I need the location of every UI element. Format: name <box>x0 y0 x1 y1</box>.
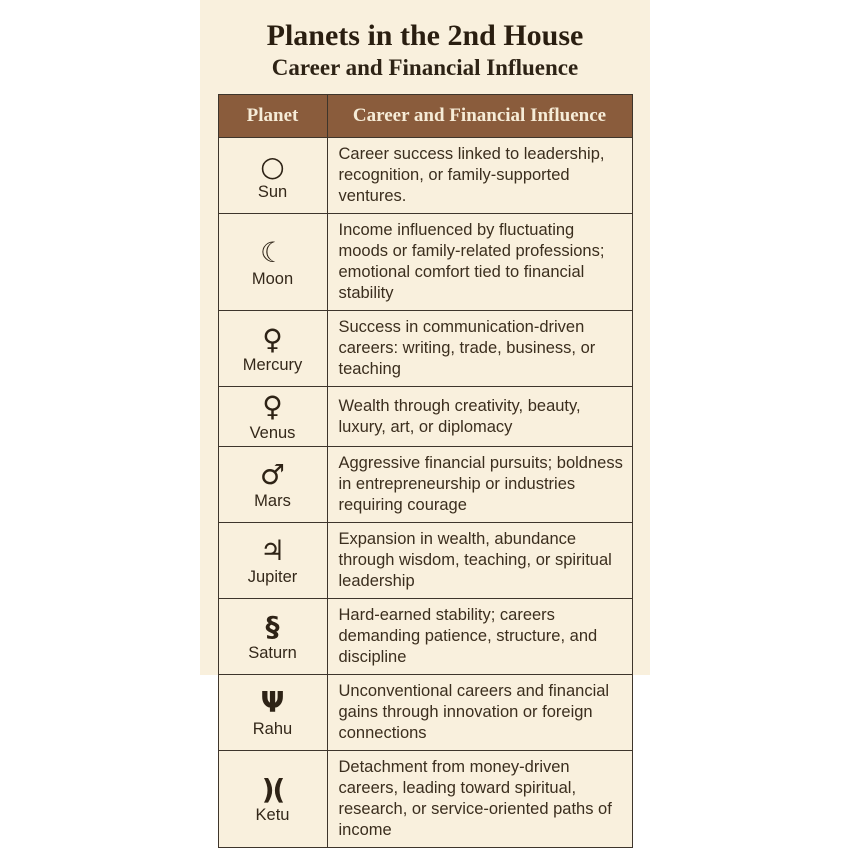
planet-description: Detachment from money-driven careers, leading toward spiritual, research, or service-oriented paths of income <box>327 750 632 847</box>
saturn-symbol-icon: § <box>265 610 280 644</box>
rahu-symbol-icon: Ψ <box>260 686 285 720</box>
planet-description: Income influenced by fluctuating moods or family-related professions; emotional comfort tied to financial stability <box>327 214 632 311</box>
table-row-venus <box>218 387 632 447</box>
venus-symbol-icon: ♀ <box>262 390 283 424</box>
planet-description: Hard-earned stability; careers demanding patience, structure, and discipline <box>327 598 632 674</box>
page-subtitle: Career and Financial Influence <box>271 55 579 80</box>
table-row-mercury <box>218 311 632 387</box>
mercury-symbol-icon: ♀ <box>262 322 283 356</box>
planets-table <box>218 94 633 848</box>
planet-name: Ketu <box>255 806 290 825</box>
table-row-jupiter <box>218 522 632 598</box>
planet-name: Mercury <box>242 356 303 375</box>
page-title: Planets in the 2nd House <box>266 19 584 52</box>
planet-description: Unconventional careers and financial gains through innovation or foreign connections <box>327 674 632 750</box>
planet-name: Rahu <box>252 719 293 738</box>
header-cell-planet: Planet <box>218 95 327 138</box>
header-cell-influence: Career and Financial Influence <box>327 95 632 138</box>
planet-description: Aggressive financial pursuits; boldness in entrepreneurship or industries requiring courage <box>327 446 632 522</box>
mars-symbol-icon: ♂ <box>259 458 286 492</box>
planet-name: Jupiter <box>247 567 298 586</box>
planet-name: Saturn <box>248 643 297 662</box>
planet-name: Mars <box>254 491 291 510</box>
table-row-rahu <box>218 674 632 750</box>
table-row-saturn <box>218 598 632 674</box>
planet-name: Venus <box>249 423 296 442</box>
planet-description: Success in communication-driven careers: writing, trade, business, or teaching <box>327 311 632 387</box>
planet-name: Sun <box>257 183 288 202</box>
jupiter-symbol-icon: ♃ <box>259 534 286 568</box>
table-row-mars <box>218 446 632 522</box>
table-row-ketu <box>218 750 632 847</box>
planet-name: Moon <box>251 269 294 288</box>
ketu-symbol-icon: )( <box>261 772 284 806</box>
table-row-sun <box>218 138 632 214</box>
sun-symbol-icon: ○ <box>260 149 285 183</box>
planet-description: Wealth through creativity, beauty, luxury, art, or diplomacy <box>327 387 632 447</box>
moon-symbol-icon: ☾ <box>259 236 286 270</box>
planet-description: Career success linked to leadership, recognition, or family-supported ventures. <box>327 138 632 214</box>
table-header-row <box>218 95 632 138</box>
planet-description: Expansion in wealth, abundance through wisdom, teaching, or spiritual leadership <box>327 522 632 598</box>
infographic-panel <box>200 0 650 839</box>
table-row-moon <box>218 214 632 311</box>
